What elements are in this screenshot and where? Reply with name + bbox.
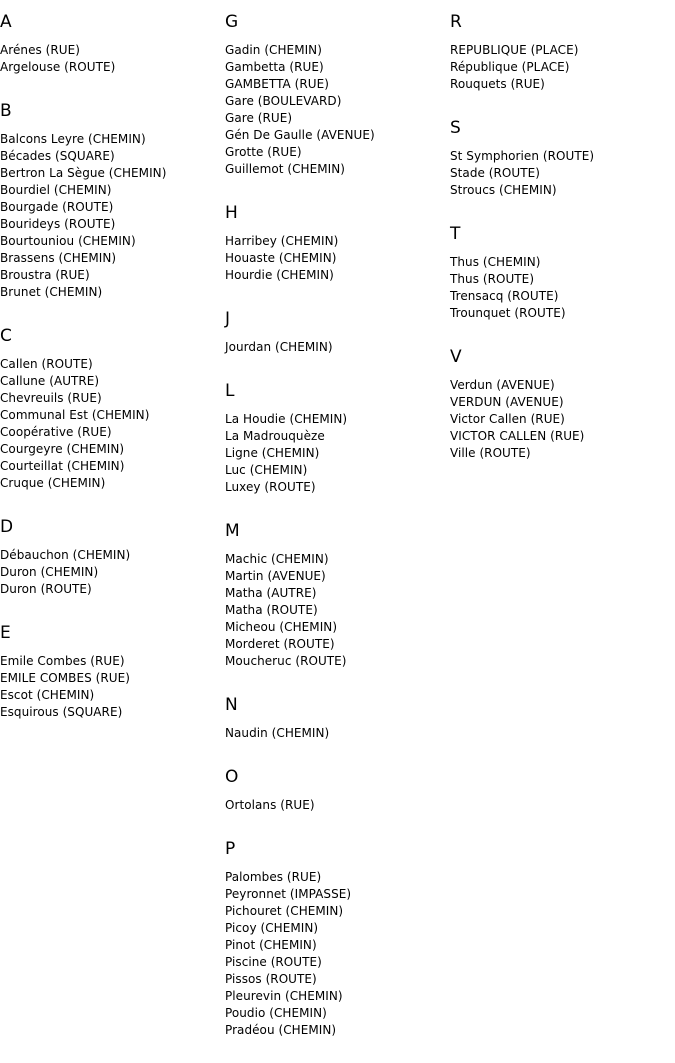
street-index-column-2 [225,10,445,1039]
letter-section [0,621,220,721]
street-link[interactable]: Moucheruc (ROUTE) [225,654,347,668]
street-link[interactable]: Palombes (RUE) [225,870,322,884]
section-spacer [225,356,445,379]
letter-section [225,379,445,496]
section-spacer [225,178,445,201]
letter-heading: L [225,381,235,401]
letter-section [0,10,220,76]
section-spacer [450,93,670,116]
street-link[interactable]: Stroucs (CHEMIN) [450,183,557,197]
street-link[interactable]: La Houdie (CHEMIN) [225,412,348,426]
street-link[interactable]: Pissos (ROUTE) [225,972,317,986]
street-link[interactable]: Trounquet (ROUTE) [450,306,566,320]
letter-heading: R [450,12,462,32]
section-spacer [0,76,220,99]
letter-heading: D [0,517,14,537]
letter-heading: N [225,695,238,715]
street-link[interactable]: La Madrouquèze [225,429,325,443]
street-link[interactable]: Rouquets (RUE) [450,77,545,91]
letter-section [450,116,670,199]
street-link[interactable]: Guillemot (CHEMIN) [225,162,345,176]
street-link[interactable]: Trensacq (ROUTE) [450,289,559,303]
letter-section [225,201,445,284]
street-link[interactable]: GAMBETTA (RUE) [225,77,329,91]
street-link[interactable]: Gadin (CHEMIN) [225,43,322,57]
street-link[interactable]: Callen (ROUTE) [0,357,93,371]
street-link[interactable]: St Symphorien (ROUTE) [450,149,595,163]
street-link[interactable]: Peyronnet (IMPASSE) [225,887,352,901]
street-link[interactable]: Machic (CHEMIN) [225,552,329,566]
letter-heading: C [0,326,12,346]
street-link[interactable]: VICTOR CALLEN (RUE) [450,429,585,443]
letter-heading: O [225,767,239,787]
street-link[interactable]: Broustra (RUE) [0,268,90,282]
street-link[interactable]: Cruque (CHEMIN) [0,476,106,490]
street-link[interactable]: EMILE COMBES (RUE) [0,671,130,685]
street-link[interactable]: Duron (ROUTE) [0,582,92,596]
street-link[interactable]: Débauchon (CHEMIN) [0,548,131,562]
street-link[interactable]: Luc (CHEMIN) [225,463,308,477]
section-spacer [225,742,445,765]
street-link[interactable]: Victor Callen (RUE) [450,412,565,426]
letter-section [225,837,445,1039]
letter-heading: H [225,203,238,223]
letter-heading: E [0,623,11,643]
letter-heading: G [225,12,239,32]
street-link[interactable]: Picoy (CHEMIN) [225,921,319,935]
letter-section [225,519,445,670]
letter-section [225,765,445,814]
street-link[interactable]: Houaste (CHEMIN) [225,251,337,265]
street-link[interactable]: Coopérative (RUE) [0,425,112,439]
street-link[interactable]: Piscine (ROUTE) [225,955,322,969]
street-link[interactable]: Matha (ROUTE) [225,603,318,617]
street-link[interactable]: Jourdan (CHEMIN) [225,340,333,354]
street-link[interactable]: Communal Est (CHEMIN) [0,408,150,422]
street-index-column-1 [0,10,220,721]
street-link[interactable]: Courteillat (CHEMIN) [0,459,125,473]
street-link[interactable]: Bourgade (ROUTE) [0,200,114,214]
street-link[interactable]: Stade (ROUTE) [450,166,540,180]
letter-section [225,10,445,178]
street-link[interactable]: Brunet (CHEMIN) [0,285,103,299]
letter-heading: P [225,839,236,859]
street-link[interactable]: Thus (CHEMIN) [450,255,541,269]
street-index-column-3 [450,10,670,462]
street-link[interactable]: Balcons Leyre (CHEMIN) [0,132,146,146]
letter-section [450,10,670,93]
street-link[interactable]: Escot (CHEMIN) [0,688,95,702]
street-link[interactable]: Bourideys (ROUTE) [0,217,116,231]
street-link[interactable]: Poudio (CHEMIN) [225,1006,327,1020]
street-link[interactable]: Luxey (ROUTE) [225,480,316,494]
street-link[interactable]: Ville (ROUTE) [450,446,531,460]
street-link[interactable]: Emile Combes (RUE) [0,654,125,668]
street-link[interactable]: Esquirous (SQUARE) [0,705,123,719]
letter-section [225,307,445,356]
street-link[interactable]: Courgeyre (CHEMIN) [0,442,125,456]
street-link[interactable]: Bourdiel (CHEMIN) [0,183,112,197]
letter-section [0,515,220,598]
street-link[interactable]: Ligne (CHEMIN) [225,446,320,460]
street-link[interactable]: Grotte (RUE) [225,145,302,159]
street-link[interactable]: Bécades (SQUARE) [0,149,115,163]
street-link[interactable]: Chevreuils (RUE) [0,391,102,405]
street-link[interactable]: Brassens (CHEMIN) [0,251,117,265]
letter-heading: V [450,347,462,367]
street-link[interactable]: Ortolans (RUE) [225,798,315,812]
letter-section [0,324,220,492]
letter-heading: S [450,118,461,138]
street-link[interactable]: Pichouret (CHEMIN) [225,904,344,918]
street-link[interactable]: Martin (AVENUE) [225,569,326,583]
letter-heading: B [0,101,12,121]
street-link[interactable]: Pleurevin (CHEMIN) [225,989,343,1003]
section-spacer [225,284,445,307]
letter-heading: M [225,521,240,541]
street-link[interactable]: Hourdie (CHEMIN) [225,268,334,282]
street-link[interactable]: Gare (BOULEVARD) [225,94,342,108]
letter-section [450,345,670,462]
street-link[interactable]: Arénes (RUE) [0,43,80,57]
letter-heading: J [225,309,231,329]
street-link[interactable]: VERDUN (AVENUE) [450,395,564,409]
letter-heading: A [0,12,12,32]
street-link[interactable]: Harribey (CHEMIN) [225,234,339,248]
street-link[interactable]: Micheou (CHEMIN) [225,620,338,634]
street-link[interactable]: République (PLACE) [450,60,570,74]
section-spacer [0,301,220,324]
street-link[interactable]: Naudin (CHEMIN) [225,726,330,740]
street-link[interactable]: Pradéou (CHEMIN) [225,1023,337,1037]
street-link[interactable]: Verdun (AVENUE) [450,378,555,392]
section-spacer [225,496,445,519]
section-spacer [0,492,220,515]
street-link[interactable]: Thus (ROUTE) [450,272,535,286]
section-spacer [450,199,670,222]
section-spacer [0,598,220,621]
street-link[interactable]: Argelouse (ROUTE) [0,60,116,74]
street-link[interactable]: Pinot (CHEMIN) [225,938,317,952]
section-spacer [225,670,445,693]
street-link[interactable]: Gén De Gaulle (AVENUE) [225,128,375,142]
street-link[interactable]: Gambetta (RUE) [225,60,324,74]
section-spacer [450,322,670,345]
letter-section [450,222,670,322]
street-link[interactable]: Matha (AUTRE) [225,586,317,600]
letter-section [0,99,220,301]
street-link[interactable]: Callune (AUTRE) [0,374,100,388]
street-link[interactable]: Morderet (ROUTE) [225,637,335,651]
street-link[interactable]: Duron (CHEMIN) [0,565,99,579]
section-spacer [225,814,445,837]
street-link[interactable]: REPUBLIQUE (PLACE) [450,43,579,57]
street-link[interactable]: Gare (RUE) [225,111,293,125]
street-link[interactable]: Bertron La Sègue (CHEMIN) [0,166,167,180]
street-link[interactable]: Bourtouniou (CHEMIN) [0,234,136,248]
letter-section [225,693,445,742]
letter-heading: T [450,224,461,244]
